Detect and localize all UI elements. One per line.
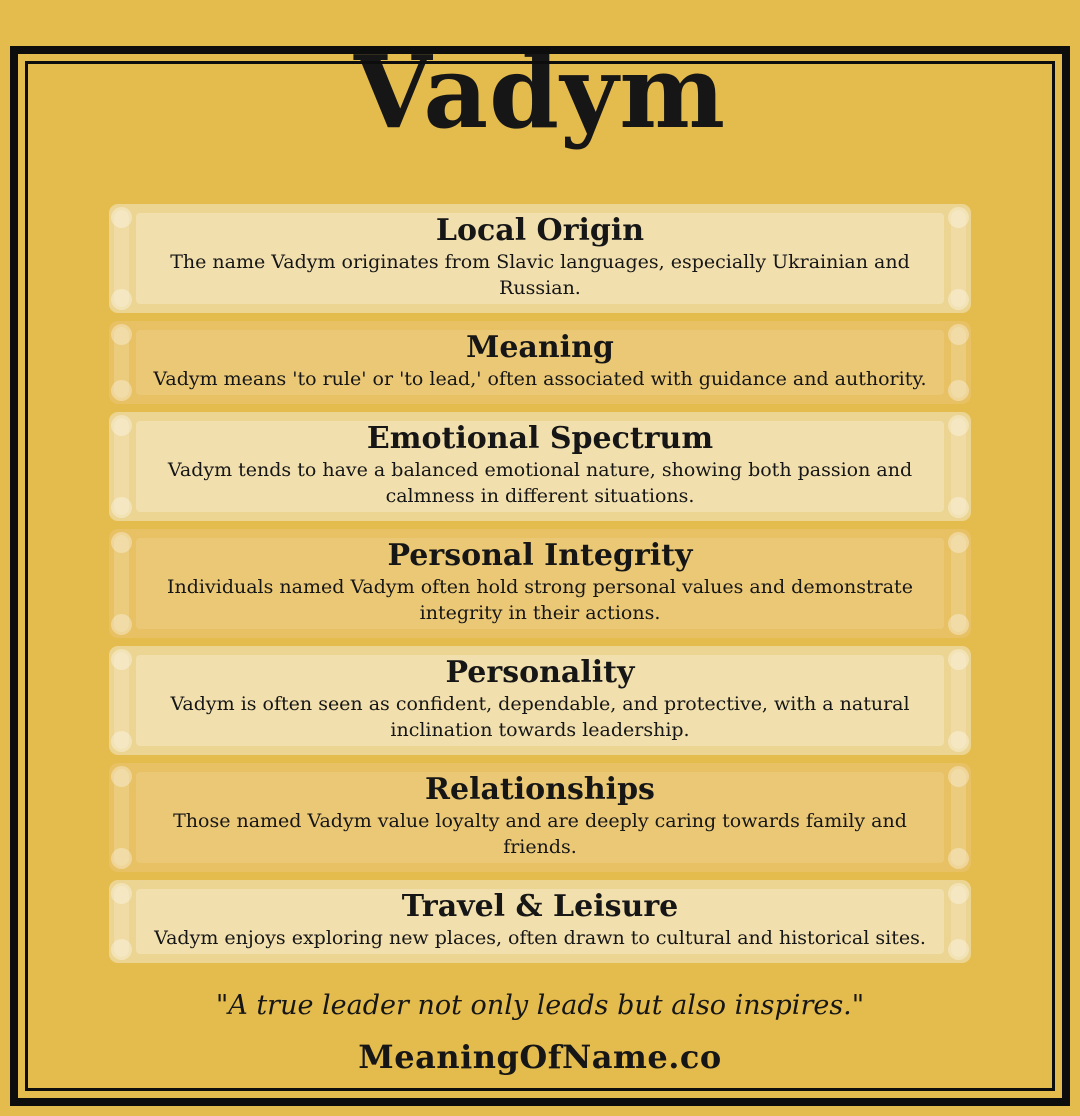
scroll-knob-icon <box>948 766 969 787</box>
quote-text: "A true leader not only leads but also inspires." <box>215 990 865 1021</box>
scroll-knob-icon <box>111 497 132 518</box>
section-card-relationships <box>109 763 971 872</box>
card-title: Personal Integrity <box>387 538 693 573</box>
scroll-knob-icon <box>111 380 132 401</box>
card-title: Relationships <box>425 772 655 807</box>
scroll-knob-icon <box>111 883 132 904</box>
page-title: Vadym <box>353 33 727 151</box>
scroll-knob-icon <box>948 207 969 228</box>
section-card-personal-integrity <box>109 529 971 638</box>
scroll-knob-icon <box>948 939 969 960</box>
card-title: Travel & Leisure <box>401 889 679 924</box>
scroll-knob-icon <box>111 289 132 310</box>
card-text: Individuals named Vadym often hold strong personal values and demonstrate integrity in their actions. <box>167 576 913 624</box>
card-text: Those named Vadym value loyalty and are deeply caring towards family and friends. <box>173 810 907 858</box>
card-title: Meaning <box>466 330 614 365</box>
scroll-knob-icon <box>948 324 969 345</box>
card-title: Personality <box>445 655 635 690</box>
scroll-knob-icon <box>111 939 132 960</box>
card-title: Emotional Spectrum <box>366 421 714 456</box>
card-text: Vadym is often seen as confident, dependable, and protective, with a natural inclination towards leadership. <box>170 693 910 741</box>
card-title: Local Origin <box>435 213 645 248</box>
scroll-knob-icon <box>948 614 969 635</box>
scroll-knob-icon <box>948 731 969 752</box>
scroll-knob-icon <box>111 731 132 752</box>
scroll-knob-icon <box>948 497 969 518</box>
scroll-knob-icon <box>111 848 132 869</box>
section-card-meaning <box>109 321 971 404</box>
scroll-knob-icon <box>111 324 132 345</box>
site-brand: MeaningOfName.co <box>358 1038 722 1076</box>
scroll-knob-icon <box>948 848 969 869</box>
card-text: The name Vadym originates from Slavic languages, especially Ukrainian and Russian. <box>170 251 910 299</box>
scroll-knob-icon <box>948 380 969 401</box>
section-card-local-origin <box>109 204 971 313</box>
section-card-emotional-spectrum <box>109 412 971 521</box>
scroll-knob-icon <box>111 532 132 553</box>
scroll-knob-icon <box>111 415 132 436</box>
scroll-knob-icon <box>948 883 969 904</box>
scroll-knob-icon <box>948 649 969 670</box>
scroll-knob-icon <box>948 289 969 310</box>
scroll-knob-icon <box>111 207 132 228</box>
scroll-knob-icon <box>111 614 132 635</box>
card-text: Vadym tends to have a balanced emotional nature, showing both passion and calmness in different situations. <box>167 459 913 507</box>
card-text: Vadym enjoys exploring new places, often drawn to cultural and historical sites. <box>154 927 926 949</box>
section-card-travel-leisure <box>109 880 971 963</box>
card-text: Vadym means 'to rule' or 'to lead,' often associated with guidance and authority. <box>153 368 927 390</box>
scroll-knob-icon <box>948 415 969 436</box>
scroll-knob-icon <box>948 532 969 553</box>
scroll-knob-icon <box>111 766 132 787</box>
sections-list <box>109 204 971 963</box>
scroll-knob-icon <box>111 649 132 670</box>
section-card-personality <box>109 646 971 755</box>
